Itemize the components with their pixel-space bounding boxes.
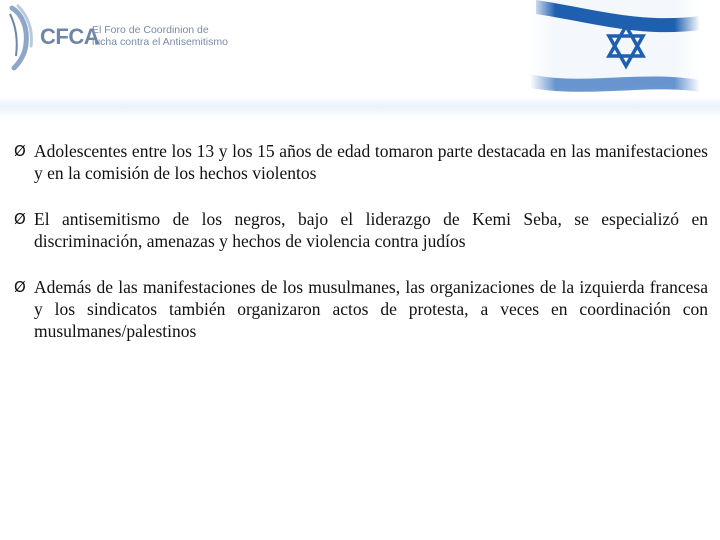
slide-header <box>0 0 720 120</box>
bullet-text: Además de las manifestaciones de los musulmanes, las organizaciones de la izquierda francesa y los sindicatos también organizaron actos de protesta, a veces en coordinación con musulmanes/palestinos <box>34 277 708 341</box>
bullet-text: Adolescentes entre los 13 y los 15 años de edad tomaron parte destacada en las manifestaciones y en la comisión de los hechos violentos <box>34 141 708 183</box>
arrow-bullet-icon: Ø <box>14 142 26 160</box>
logo-acronym: CFCA <box>40 24 100 49</box>
logo-tagline-line-2: lucha contra el Antisemitismo <box>92 36 228 48</box>
cfca-logo <box>6 4 236 74</box>
arrow-bullet-icon: Ø <box>14 210 26 228</box>
bullet-item <box>14 276 708 342</box>
logo-tagline-line-1: El Foro de Coordinion de <box>92 24 209 36</box>
bullet-text: El antisemitismo de los negros, bajo el liderazgo de Kemi Seba, se especializó en discriminación, amenazas y hechos de violencia contra judíos <box>34 209 708 251</box>
arrow-bullet-icon: Ø <box>14 278 26 296</box>
logo-tagline <box>92 24 242 48</box>
israel-flag <box>530 0 700 96</box>
bullet-item <box>14 140 708 184</box>
header-band <box>0 96 720 118</box>
scroll-quill-icon <box>6 4 40 72</box>
bullet-item <box>14 208 708 252</box>
bullet-list <box>14 140 708 366</box>
